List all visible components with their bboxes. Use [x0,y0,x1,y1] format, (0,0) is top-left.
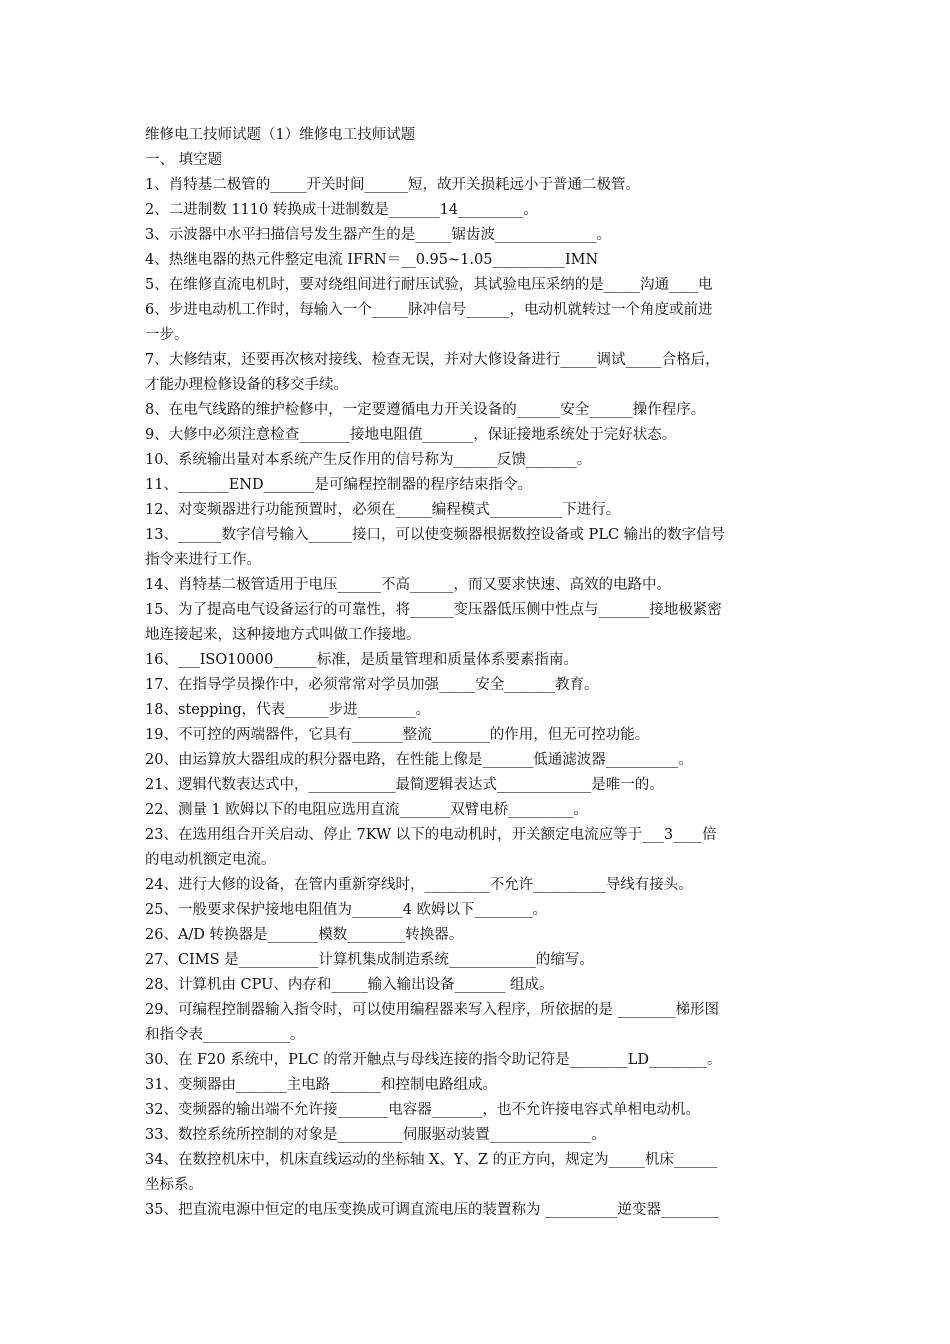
question-line: 32、变频器的输出端不允许接_______电容器_______，也不允许接电容式单相电动机。 [145,1102,700,1118]
question-line: 1、肖特基二极管的_____开关时间______短，故开关损耗远小于普通二极管。 [145,177,640,193]
question-line: 18、stepping，代表______步进________。 [145,702,431,718]
question-line: 16、___ISO10000______标准，是质量管理和质量体系要素指南。 [145,652,578,668]
question-line: 22、测量 1 欧姆以下的电阻应选用直流_______双臂电桥_________。 [145,802,588,818]
question-line: 才能办理检修设备的移交手续。 [145,377,348,393]
question-line: 的电动机额定电流。 [145,852,276,868]
question-line: 12、对变频器进行功能预置时，必须在_____编程模式__________下进行。 [145,502,621,518]
question-line: 14、肖特基二极管适用于电压______不高______，而又要求快速、高效的电路中。 [145,577,671,593]
question-line: 9、大修中必须注意检查_______接地电阻值_______，保证接地系统处于完好状态。 [145,427,677,443]
question-line: 8、在电气线路的维护检修中，一定要遵循电力开关设备的______安全______操作程序。 [145,402,706,418]
question-line: 19、不可控的两端器件，它具有_______整流________的作用，但无可控功能。 [145,727,650,743]
document-title: 维修电工技师试题（1）维修电工技师试题 [145,127,416,143]
question-line: 10、系统输出量对本系统产生反作用的信号称为______反馈_______。 [145,452,592,468]
question-line: 地连接起来，这种接地方式叫做工作接地。 [145,627,421,643]
question-line: 33、数控系统所控制的对象是_________伺服驱动装置______________。 [145,1127,606,1143]
question-line: 坐标系。 [145,1177,203,1193]
question-line: 15、为了提高电气设备运行的可靠性，将______变压器低压侧中性点与_______接地极紧密 [145,602,722,618]
question-line: 指令来进行工作。 [145,552,261,568]
question-line: 31、变频器由_______主电路_______和控制电路组成。 [145,1077,497,1093]
question-line: 35、把直流电源中恒定的电压变换成可调直流电压的装置称为 __________逆变器________ [145,1202,720,1218]
question-line: 4、热继电器的热元件整定电流 IFRN＝__0.95~1.05__________IMN [145,252,599,268]
question-line: 17、在指导学员操作中，必须常常对学员加强_____安全_______教育。 [145,677,599,693]
question-line: 13、______数字信号输入______接口，可以使变频器根据数控设备或 PLC 输出的数字信号 [145,527,726,543]
question-line: 3、示波器中水平扫描信号发生器产生的是_____锯齿波______________。 [145,227,611,243]
question-line: 34、在数控机床中，机床直线运动的坐标轴 X、Y、Z 的正方向，规定为_____机床______ [145,1152,718,1168]
question-line: 21、逻辑代数表达式中，____________最简逻辑表达式_____________是唯一的。 [145,777,664,793]
question-line: 25、一般要求保护接地电阻值为_______4 欧姆以下________。 [145,902,548,918]
question-line: 11、_______END_______是可编程控制器的程序结束指令。 [145,477,532,493]
question-line: 30、在 F20 系统中，PLC 的常开触点与母线连接的指令助记符是________LD________。 [145,1052,722,1068]
question-line: 7、大修结束，还要再次核对接线、检查无误，并对大修设备进行_____调试_____合格后， [145,352,720,368]
question-line: 29、可编程控制器输入指令时，可以使用编程器来写入程序，所依据的是 ________梯形图 [145,1002,720,1018]
question-line: 27、CIMS 是___________计算机集成制造系统____________的缩写。 [145,952,594,968]
question-line: 28、计算机由 CPU、内存和_____输入输出设备_______ 组成。 [145,977,554,993]
question-line: 一步。 [145,327,189,343]
question-list [145,173,809,1223]
question-line: 26、A/D 转换器是_______模数________转换器。 [145,927,464,943]
question-line: 5、在维修直流电机时，要对绕组间进行耐压试验，其试验电压采纳的是_____沟通____电 [145,277,713,293]
section-heading: 一、 填空题 [145,152,223,168]
question-line: 2、二进制数 1110 转换成十进制数是_______14_________。 [145,202,538,218]
question-line: 24、进行大修的设备，在管内重新穿线时，_________不允许__________导线有接头。 [145,877,693,893]
question-line: 和指令表____________。 [145,1027,305,1043]
question-line: 23、在选用组合开关启动、停止 7KW 以下的电动机时，开关额定电流应等于___3____倍 [145,827,717,843]
document-body [145,123,809,1223]
question-line: 6、步进电动机工作时，每输入一个_____脉冲信号______，电动机就转过一个角度或前进 [145,302,713,318]
question-line: 20、由运算放大器组成的积分器电路，在性能上像是_______低通滤波器__________。 [145,752,693,768]
